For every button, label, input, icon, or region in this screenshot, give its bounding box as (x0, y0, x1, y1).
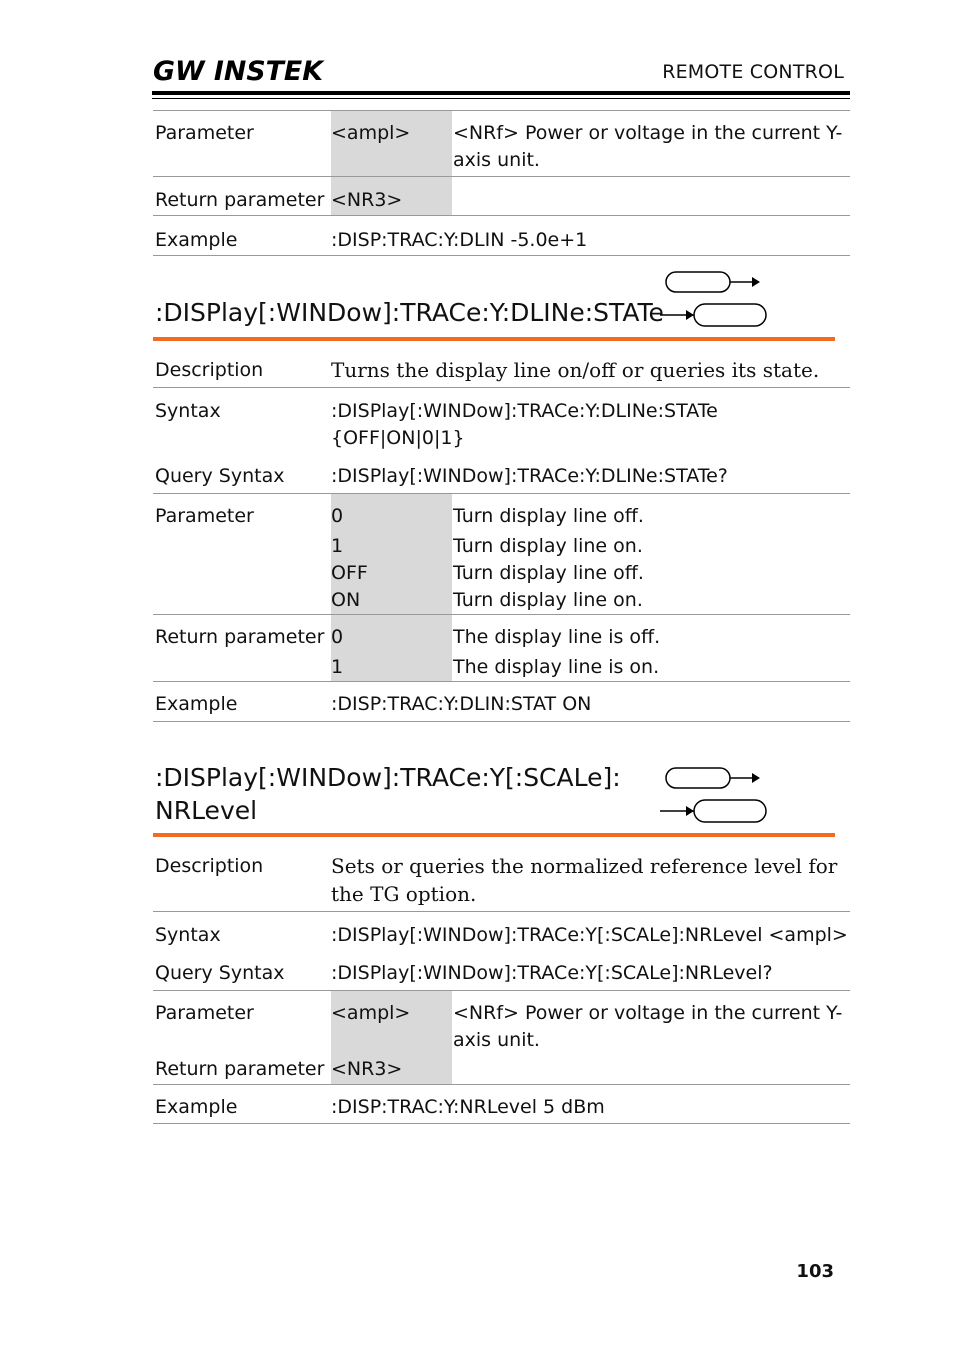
return-value: <NR3> (331, 1058, 403, 1080)
divider (153, 911, 850, 912)
return-label: Return parameter (155, 626, 325, 648)
query-syntax-text: :DISPlay[:WINDow]:TRACe:Y[:SCALe]:NRLevel? (331, 962, 773, 984)
parameter-desc: <NRf> Power or voltage in the current Y- (453, 1002, 843, 1024)
parameter-label: Parameter (155, 1002, 254, 1024)
syntax-label: Syntax (155, 924, 221, 946)
return-desc: The display line is on. (453, 656, 660, 678)
divider (153, 215, 850, 216)
param-value: OFF (331, 562, 368, 584)
section-header: REMOTE CONTROL (662, 61, 844, 83)
return-label: Return parameter (155, 189, 325, 211)
query-syntax-text: :DISPlay[:WINDow]:TRACe:Y:DLINe:STATe? (331, 465, 728, 487)
return-label: Return parameter (155, 1058, 325, 1080)
param-value: 1 (331, 535, 344, 557)
parameter-desc: axis unit. (453, 1029, 540, 1051)
divider (153, 681, 850, 682)
syntax-label: Syntax (155, 400, 221, 422)
parameter-desc: axis unit. (453, 149, 540, 171)
param-desc: Turn display line on. (453, 535, 643, 557)
heading-rule (153, 833, 835, 837)
divider (153, 1084, 850, 1085)
divider (153, 255, 850, 256)
divider (153, 176, 850, 177)
param-desc: Turn display line off. (453, 505, 644, 527)
example-value: :DISP:TRAC:Y:DLIN -5.0e+1 (331, 229, 588, 251)
heading-rule (153, 337, 835, 341)
query-command-icon (660, 302, 770, 330)
header-rule (152, 91, 850, 95)
syntax-text: {OFF|ON|0|1} (331, 427, 465, 449)
divider (153, 614, 850, 615)
gw-instek-logo (153, 56, 326, 87)
return-value: 1 (331, 656, 344, 678)
example-label: Example (155, 693, 238, 715)
query-syntax-label: Query Syntax (155, 962, 285, 984)
return-value: <NR3> (331, 189, 403, 211)
page-number: 103 (796, 1261, 834, 1282)
divider (153, 493, 850, 494)
parameter-desc: <NRf> Power or voltage in the current Y- (453, 122, 843, 144)
syntax-text: :DISPlay[:WINDow]:TRACe:Y:DLINe:STATe (331, 400, 718, 422)
description-text: Turns the display line on/off or queries its state. (331, 358, 820, 382)
param-desc: Turn display line off. (453, 562, 644, 584)
example-value: :DISP:TRAC:Y:NRLevel 5 dBm (331, 1096, 605, 1118)
description-label: Description (155, 359, 264, 381)
example-value: :DISP:TRAC:Y:DLIN:STAT ON (331, 693, 592, 715)
query-command-icon (660, 798, 770, 826)
description-text: Sets or queries the normalized reference level for (331, 854, 838, 878)
return-value: 0 (331, 626, 344, 648)
syntax-text: :DISPlay[:WINDow]:TRACe:Y[:SCALe]:NRLevel <ampl> (331, 924, 848, 946)
description-text: the TG option. (331, 882, 477, 906)
param-desc: Turn display line on. (453, 589, 643, 611)
query-syntax-label: Query Syntax (155, 465, 285, 487)
example-label: Example (155, 1096, 238, 1118)
divider (153, 110, 850, 111)
header-rule-thin (152, 98, 850, 99)
description-label: Description (155, 855, 264, 877)
divider (153, 990, 850, 991)
param-value: ON (331, 589, 361, 611)
set-command-icon (660, 766, 770, 794)
example-label: Example (155, 229, 238, 251)
divider (153, 387, 850, 388)
command-title: NRLevel (155, 796, 258, 825)
parameter-value: <ampl> (331, 122, 411, 144)
command-title: :DISPlay[:WINDow]:TRACe:Y:DLINe:STATe (155, 298, 664, 327)
return-desc: The display line is off. (453, 626, 661, 648)
divider (153, 1123, 850, 1124)
parameter-value: <ampl> (331, 1002, 411, 1024)
parameter-label: Parameter (155, 122, 254, 144)
command-title: :DISPlay[:WINDow]:TRACe:Y[:SCALe]: (155, 763, 621, 792)
divider (153, 721, 850, 722)
parameter-label: Parameter (155, 505, 254, 527)
svg-text:GW INSTEK: GW INSTEK (153, 56, 326, 87)
param-value: 0 (331, 505, 344, 527)
